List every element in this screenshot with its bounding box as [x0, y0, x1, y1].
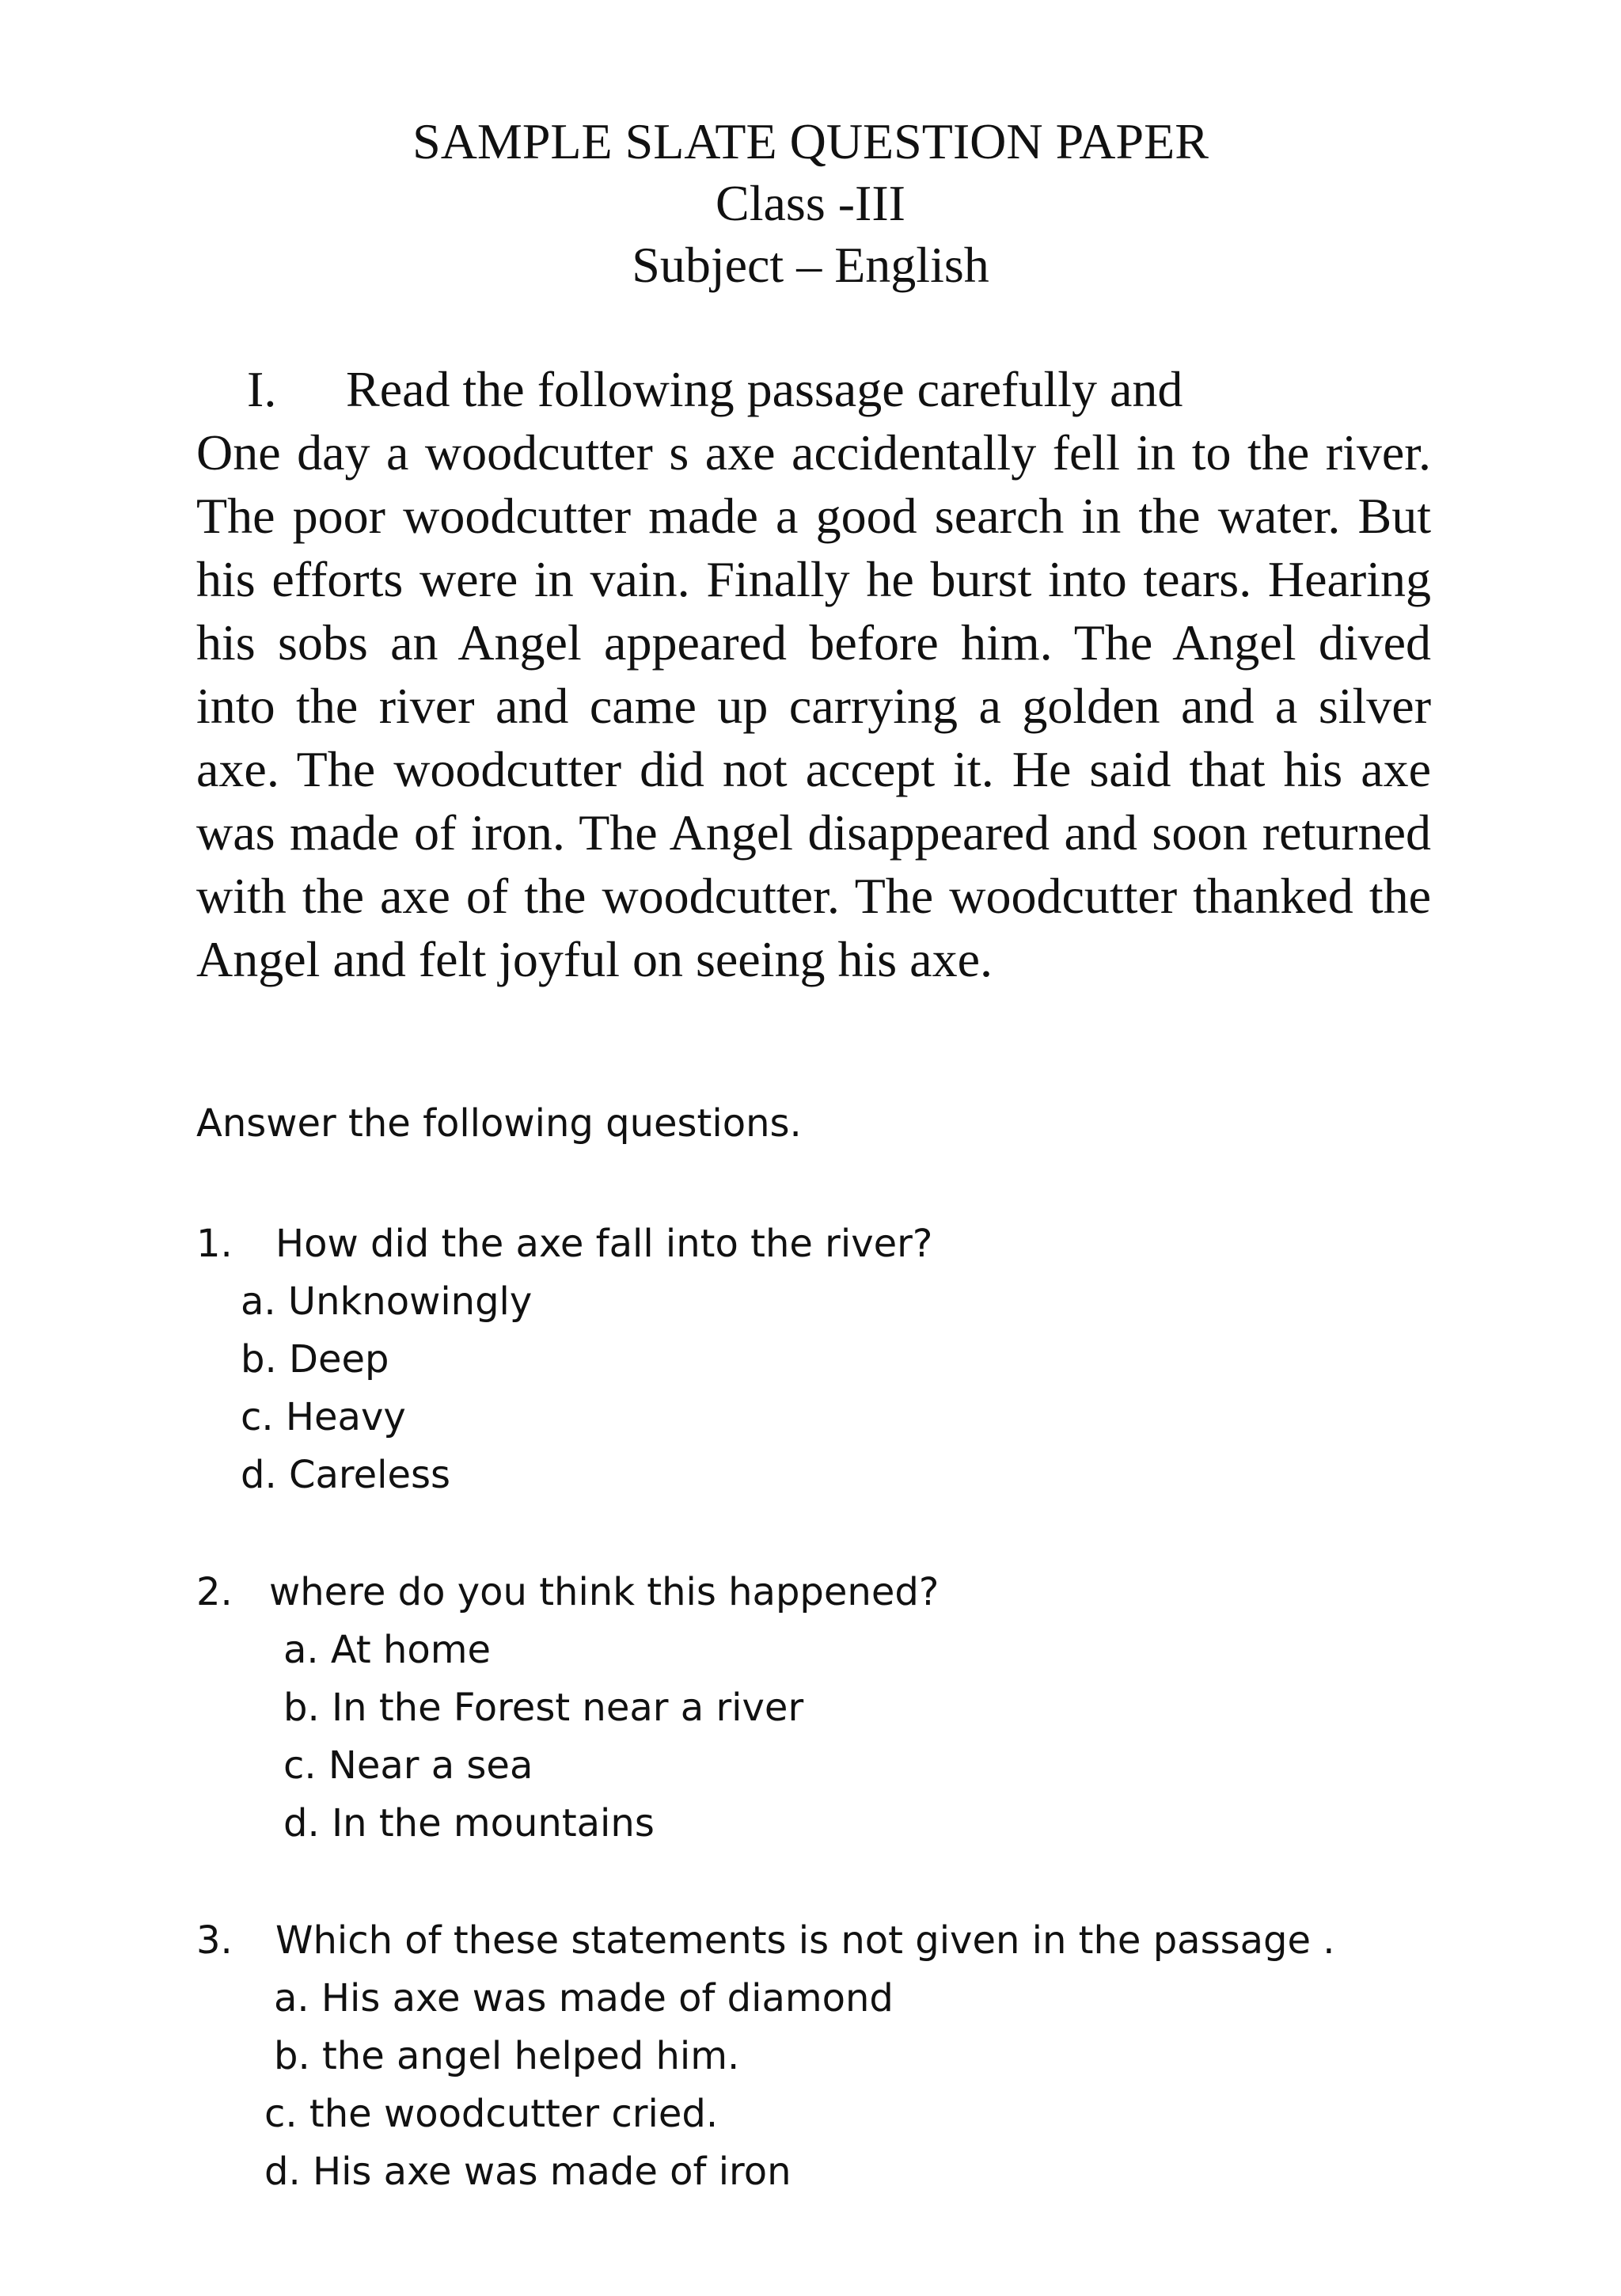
- option-b: b. Deep: [241, 1337, 389, 1382]
- question-3: [196, 1912, 1335, 2201]
- option-c: c. the woodcutter cried.: [264, 2092, 719, 2136]
- section-heading: [247, 358, 1183, 421]
- reading-passage: One day a woodcutter s axe accidentally fell in to the river. The poor woodcutter made a good search in the water. But his efforts were in vain. Finally he burst into tears. Hearing his sobs an Angel appeared before him. The Angel dived into the river and came up carrying a golden and a silver axe. The woodcutter did not accept it. He said that his axe was made of iron. The Angel disappeared and soon returned with the axe of the woodcutter. The woodcutter thanked the Angel and felt joyful on seeing his axe.: [196, 424, 1431, 987]
- class-label: Class -III: [716, 175, 905, 231]
- question-text: [196, 1215, 932, 1273]
- option-b: b. the angel helped him.: [274, 2034, 740, 2078]
- question-number: 3.: [196, 1918, 233, 1963]
- option-d: d. Careless: [241, 1453, 451, 1497]
- question-number: 1.: [196, 1222, 233, 1266]
- question-1: [196, 1215, 932, 1504]
- paper-header: [0, 111, 1621, 296]
- paper-title: SAMPLE SLATE QUESTION PAPER: [412, 113, 1209, 169]
- section-instruction: Read the following passage carefully and: [346, 361, 1183, 417]
- subject-label: Subject – English: [632, 237, 989, 293]
- option-c: c. Near a sea: [283, 1743, 533, 1788]
- question-prompt: How did the axe fall into the river?: [275, 1222, 933, 1266]
- option-d: d. His axe was made of iron: [264, 2150, 792, 2194]
- question-2: [196, 1564, 939, 1853]
- question-text: [196, 1912, 1335, 1970]
- question-text: [196, 1564, 939, 1621]
- option-a: a. At home: [283, 1628, 492, 1672]
- question-prompt: where do you think this happened?: [269, 1570, 940, 1614]
- option-a: a. His axe was made of diamond: [274, 1976, 894, 2020]
- answer-instruction: Answer the following questions.: [196, 1101, 802, 1146]
- option-a: a. Unknowingly: [241, 1279, 533, 1324]
- question-number: 2.: [196, 1570, 233, 1614]
- question-prompt: Which of these statements is not given in the passage .: [275, 1918, 1335, 1963]
- option-c: c. Heavy: [241, 1395, 406, 1439]
- section-number: I.: [247, 361, 277, 417]
- option-b: b. In the Forest near a river: [283, 1686, 804, 1730]
- option-d: d. In the mountains: [283, 1801, 655, 1846]
